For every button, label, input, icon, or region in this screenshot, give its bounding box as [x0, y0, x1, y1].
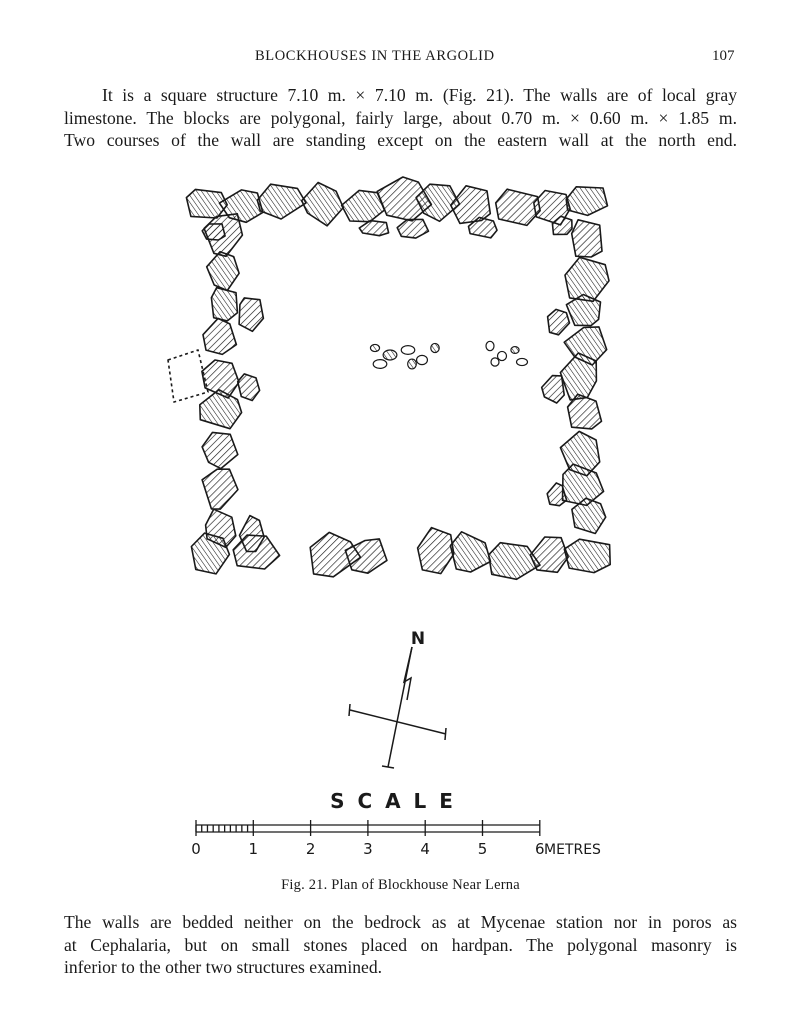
scale-tick-label: 5 — [477, 840, 488, 858]
wall-stone — [496, 189, 540, 225]
scale-tick-label: 2 — [305, 840, 316, 858]
wall-stone — [566, 187, 607, 216]
wall-stone — [203, 318, 236, 354]
wall-stone — [207, 252, 239, 291]
north-arrow-head — [404, 647, 412, 700]
wall-stone — [200, 390, 242, 429]
rubble-stone — [401, 346, 414, 355]
rubble-stone — [370, 344, 379, 351]
north-label: N — [410, 629, 426, 649]
paragraph-line: It is a square structure 7.10 m. × 7.10 m. (Fig. 21). The walls are of local gray — [102, 85, 737, 105]
wall-stones — [168, 177, 610, 579]
paragraph-intro — [64, 84, 737, 152]
paragraph-line: limestone. The blocks are polygonal, fairly large, about 0.70 m. × 0.60 m. × 1.85 m. — [64, 107, 737, 128]
wall-stone — [572, 220, 602, 257]
rubble-stone — [431, 343, 439, 352]
wall-stone — [204, 214, 242, 256]
rubble-stone — [373, 360, 387, 369]
rubble-stone — [408, 359, 417, 369]
scale-tick-label: 6 — [535, 840, 545, 858]
scale-tick-label: 1 — [248, 840, 259, 858]
scale-title: S C A L E — [330, 789, 456, 813]
scale-unit: METRES — [544, 842, 601, 858]
paragraph-line: Two courses of the wall are standing except on the eastern wall at the north end. — [64, 130, 737, 150]
wall-stone — [560, 353, 596, 400]
paragraph-line: at Cephalaria, but on small stones placed on hardpan. The polygonal masonry is — [64, 934, 737, 955]
wall-stone — [418, 528, 454, 574]
wall-stone — [202, 432, 238, 468]
plan-drawing — [150, 160, 650, 880]
paragraph-line: inferior to the other two structures examined. — [64, 957, 383, 977]
wall-stone — [397, 219, 428, 238]
figure-caption: Fig. 21. Plan of Blockhouse Near Lerna — [281, 877, 520, 893]
paragraph-line: The walls are bedded neither on the bedrock as at Mycenae station nor in poros as — [64, 912, 737, 932]
wall-stone — [568, 394, 602, 429]
north-arrow — [349, 647, 446, 768]
scale-tick-labels — [191, 840, 544, 858]
interior-rubble — [370, 341, 527, 369]
wall-stone — [566, 295, 600, 326]
wall-stone — [450, 532, 490, 572]
wall-stone — [359, 221, 388, 236]
rubble-stone — [511, 347, 519, 354]
wall-stone — [257, 184, 306, 219]
wall-stone — [239, 298, 263, 331]
page-number: 107 — [712, 48, 735, 64]
scale-tick-label: 4 — [420, 840, 430, 858]
wall-stone — [542, 376, 565, 403]
wall-stone — [302, 183, 344, 226]
wall-stone — [564, 539, 610, 572]
paragraph-conclusion — [64, 911, 737, 979]
wall-stone — [530, 537, 568, 572]
scale-tick-label: 0 — [191, 840, 201, 858]
wall-stone — [451, 186, 491, 224]
wall-stone — [565, 257, 609, 301]
wall-stone — [211, 288, 237, 321]
rubble-stone — [491, 358, 499, 366]
rubble-stone — [486, 341, 494, 350]
wall-stone — [548, 309, 570, 334]
figure-plan — [150, 160, 650, 880]
rubble-stone — [417, 355, 428, 364]
running-head — [0, 48, 801, 70]
rubble-stone — [497, 351, 506, 360]
wall-stone — [563, 464, 604, 505]
wall-stone — [202, 469, 238, 509]
running-title: BLOCKHOUSES IN THE ARGOLID — [255, 48, 495, 64]
scale-tick-label: 3 — [363, 840, 373, 858]
scale-bar — [196, 820, 540, 836]
rubble-stone — [383, 350, 397, 360]
wall-stone — [238, 374, 260, 401]
rubble-stone — [517, 358, 528, 365]
